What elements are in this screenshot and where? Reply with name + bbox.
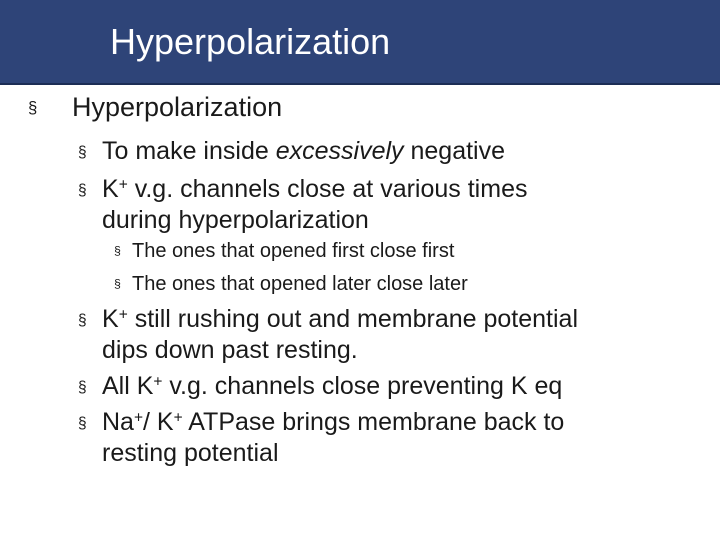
bullet-text: To make inside excessively negative [102, 137, 505, 165]
bullet-text: K+ still rushing out and membrane potential [102, 305, 579, 333]
bullet-marker: § [114, 244, 121, 258]
title-bar [0, 0, 720, 85]
sub-bullet-text: The ones that opened first close first [132, 240, 455, 262]
bullet-marker: § [78, 144, 87, 161]
bullet-marker: § [78, 379, 87, 396]
bullet-level1-text: Hyperpolarization [72, 92, 283, 122]
bullet-text-continued: during hyperpolarization [102, 206, 369, 234]
bullet-marker: § [78, 415, 87, 432]
bullet-marker: § [78, 182, 87, 199]
bullet-text-continued: resting potential [102, 439, 279, 467]
bullet-marker: § [78, 312, 87, 329]
bullet-text: All K+ v.g. channels close preventing K eq [102, 372, 563, 400]
bullet-text: Na+/ K+ ATPase brings membrane back to [102, 408, 565, 436]
bullet-text: K+ v.g. channels close at various times [102, 175, 528, 203]
sub-bullet-text: The ones that opened later close later [132, 273, 468, 295]
bullet-marker: § [114, 277, 121, 291]
slide-title: Hyperpolarization [110, 21, 391, 62]
bullet-marker: § [28, 98, 38, 117]
bullet-text-continued: dips down past resting. [102, 336, 358, 364]
